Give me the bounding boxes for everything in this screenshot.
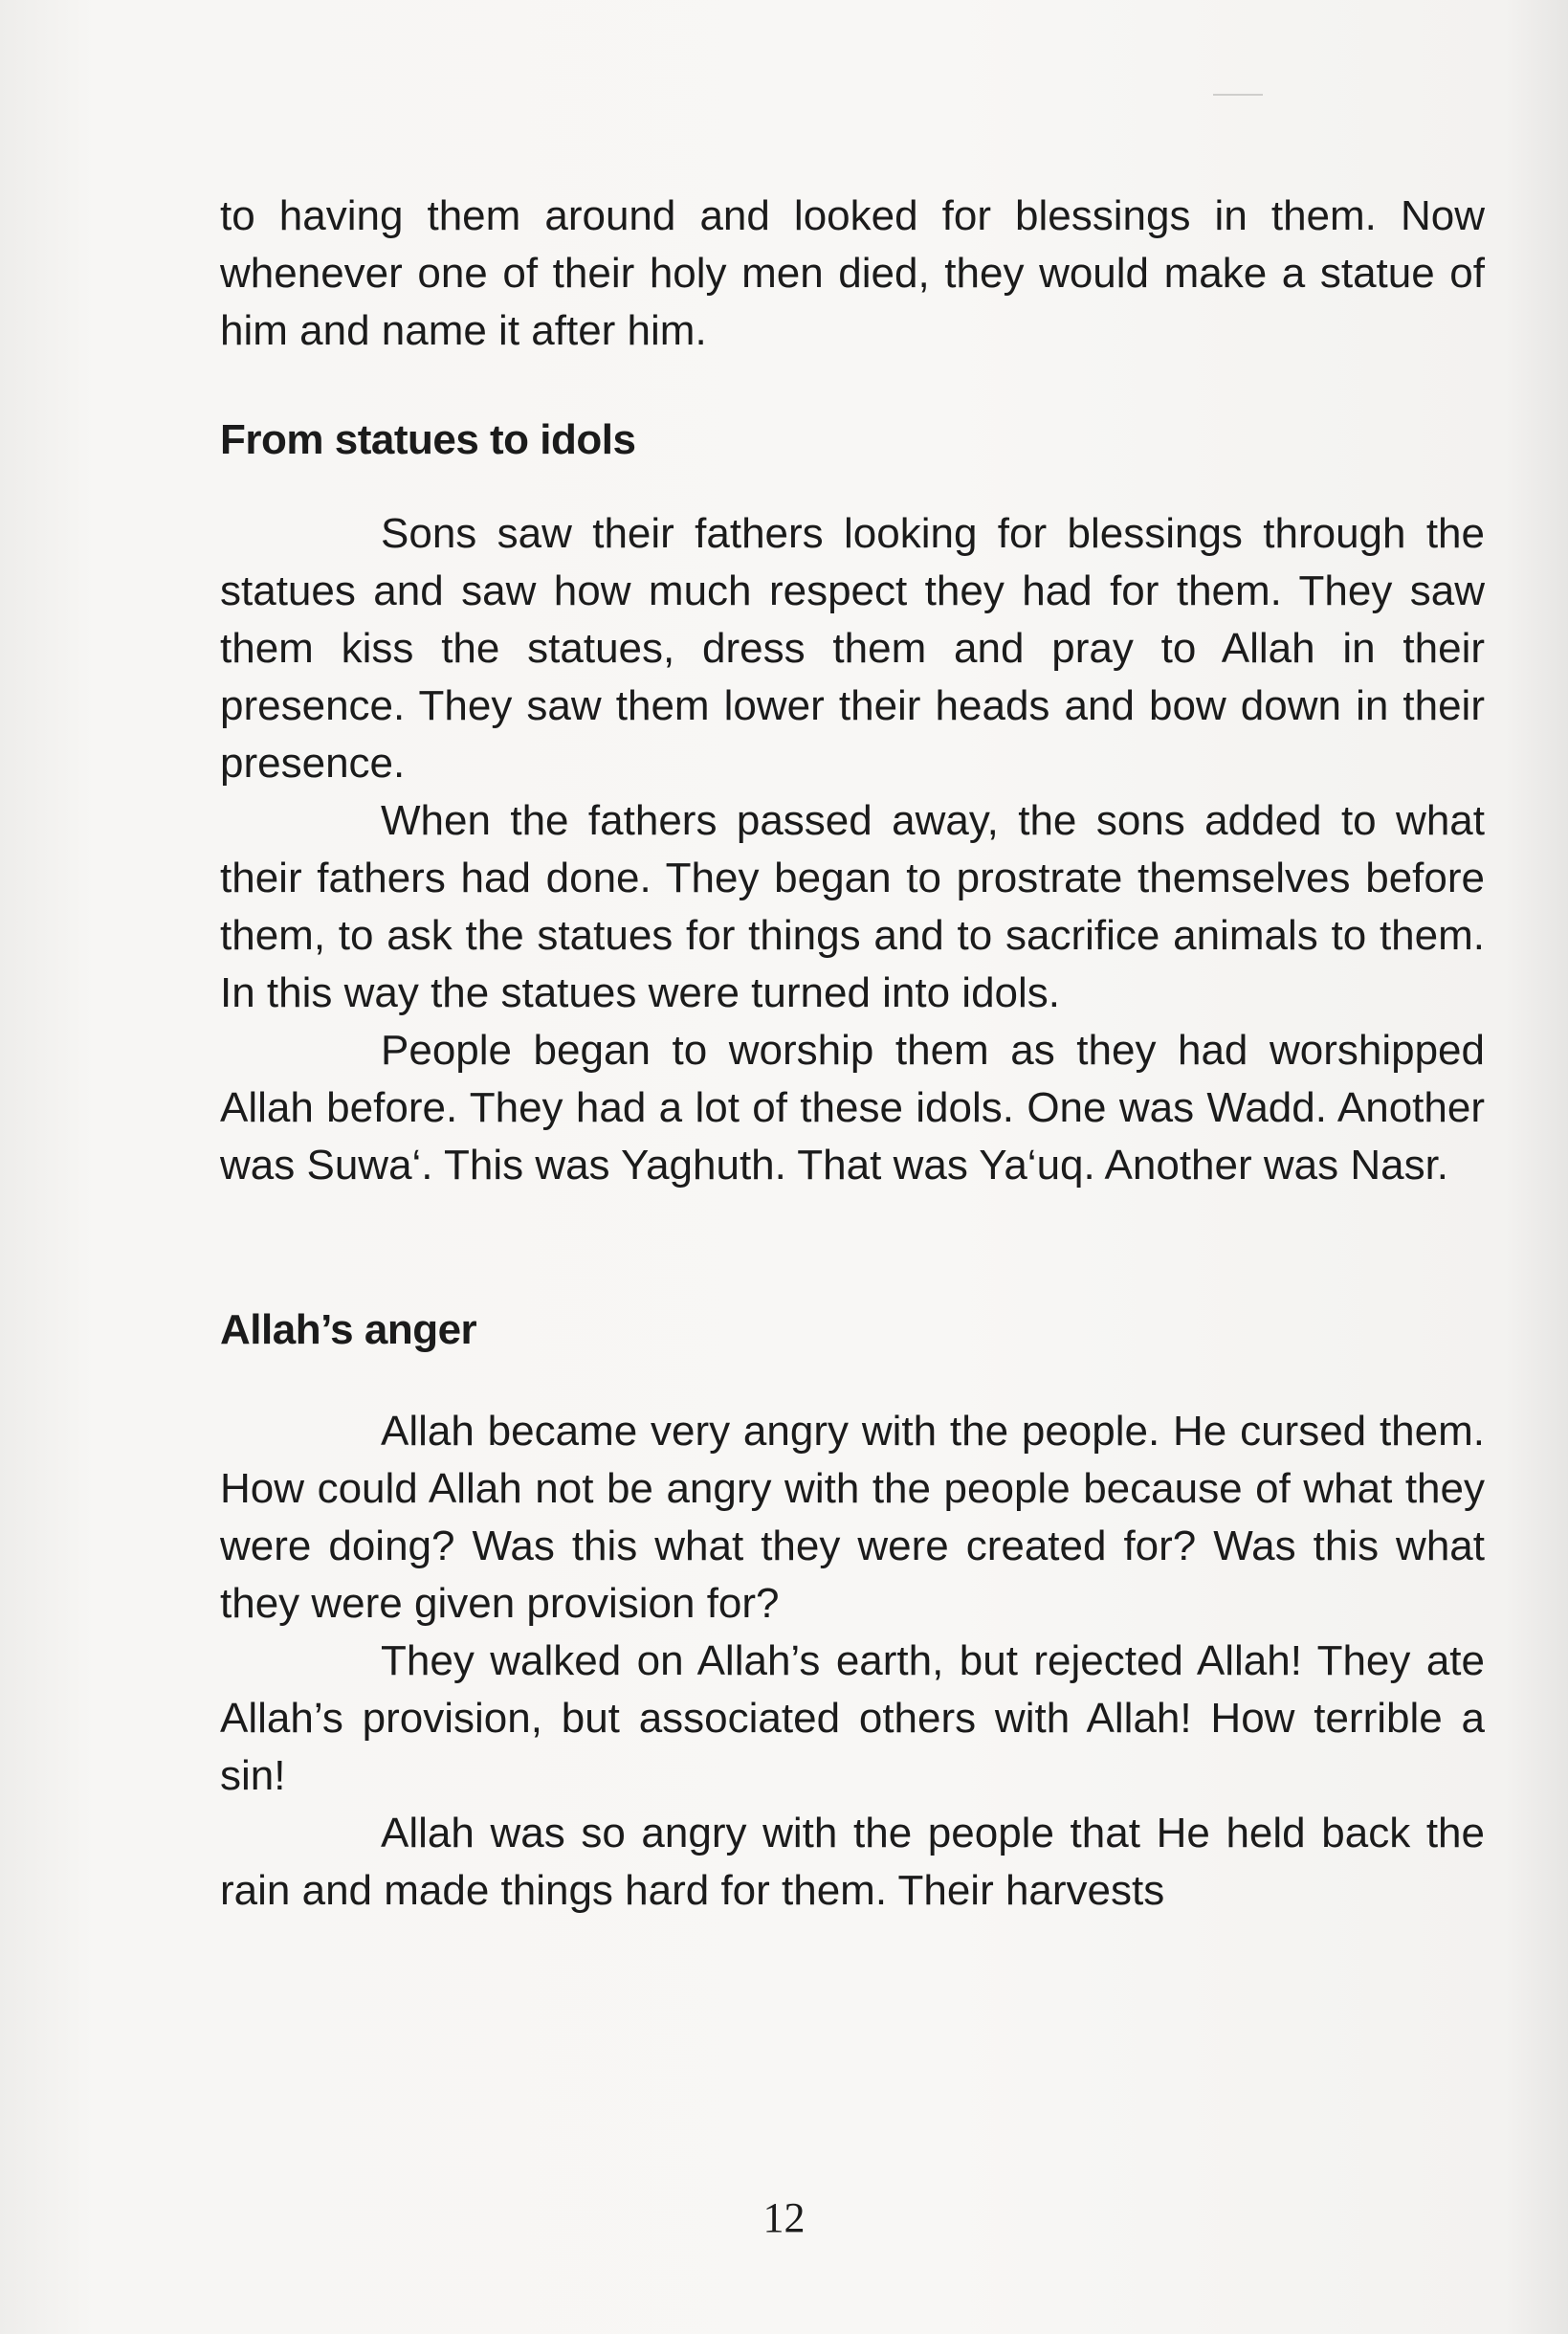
text-column	[220, 188, 1485, 1920]
paragraph: People began to worship them as they had worshipped Allah before. They had a lot of these idols. One was Wadd. Another was Suwa‘. This was Yaghuth. That was Ya‘uq. Another was Nasr.	[220, 1027, 1485, 1189]
page-edge-mark	[1213, 94, 1263, 96]
heading-from-statues-to-idols: From statues to idols	[220, 416, 636, 463]
paragraph-intro: to having them around and looked for blessings in them. Now whenever one of their holy men died, they would make a statue of him and name it after him.	[220, 192, 1485, 354]
paragraph: Allah became very angry with the people. He cursed them. How could Allah not be angry with the people because of what they were doing? Was this what they were created for? Was this what they were given provision for?	[220, 1408, 1485, 1627]
heading-allahs-anger: Allah’s anger	[220, 1306, 477, 1353]
paragraph: When the fathers passed away, the sons added to what their fathers had done. They began to prostrate themselves before them, to ask the statues for things and to sacrifice animals to them. In this way the statues were turned into idols.	[220, 797, 1485, 1016]
page-number: 12	[762, 2194, 806, 2241]
paragraph: They walked on Allah’s earth, but rejected Allah! They ate Allah’s provision, but associated others with Allah! How terrible a sin!	[220, 1637, 1485, 1799]
paragraph: Sons saw their fathers looking for blessings through the statues and saw how much respect they had for them. They saw them kiss the statues, dress them and pray to Allah in their presence. They saw them lower their heads and bow down in their presence.	[220, 510, 1485, 787]
paragraph: Allah was so angry with the people that He held back the rain and made things hard for them. Their harvests	[220, 1810, 1485, 1914]
